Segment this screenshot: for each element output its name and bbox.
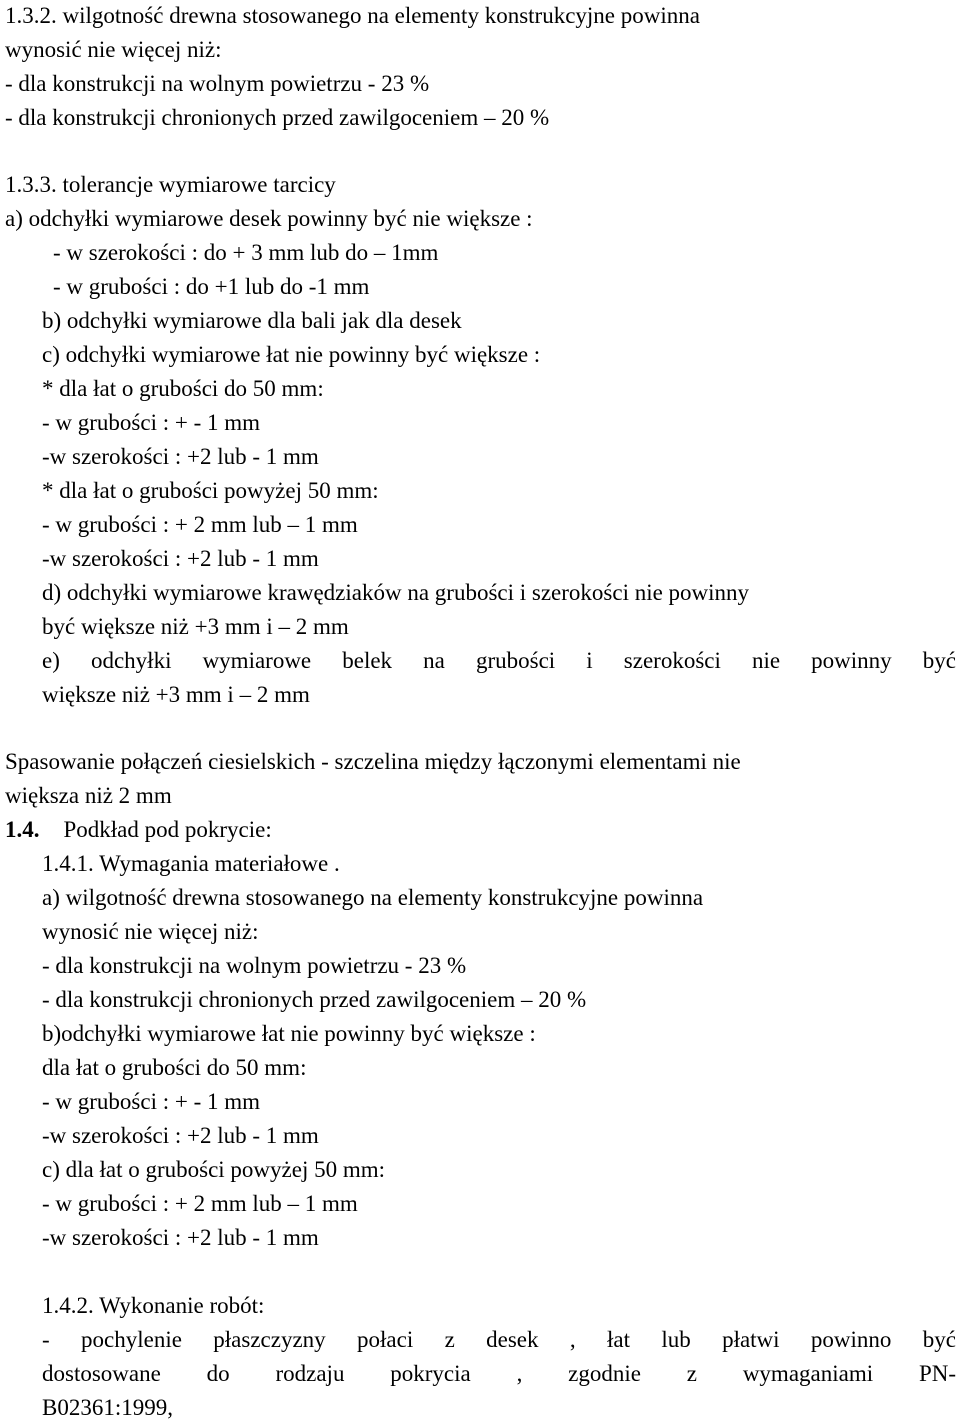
list-item: - w szerokości : do + 3 mm lub do – 1mm <box>53 240 439 265</box>
list-item: dla łat o grubości do 50 mm: <box>42 1055 307 1080</box>
paragraph-line: dostosowane do rodzaju pokrycia , zgodnie z wymaganiami PN- <box>42 1361 956 1386</box>
paragraph-line: być większe niż +3 mm i – 2 mm <box>42 614 349 639</box>
list-item: c) dla łat o grubości powyżej 50 mm: <box>42 1157 386 1182</box>
list-item: -w szerokości : +2 lub - 1 mm <box>42 1123 319 1148</box>
list-item: - dla konstrukcji na wolnym powietrzu - 23 % <box>5 71 430 96</box>
section-heading: 1.3.3. tolerancje wymiarowe tarcicy <box>5 172 336 197</box>
list-item: - w grubości : + 2 mm lub – 1 mm <box>42 1191 358 1216</box>
paragraph-line: d) odchyłki wymiarowe krawędziaków na grubości i szerokości nie powinny <box>42 580 750 605</box>
paragraph-line: - pochylenie płaszczyzny połaci z desek , łat lub płatwi powinno być <box>42 1327 956 1352</box>
list-item: -w szerokości : +2 lub - 1 mm <box>42 546 319 571</box>
paragraph-line: b)odchyłki wymiarowe łat nie powinny być większe : <box>42 1021 536 1046</box>
section-heading <box>5 816 272 844</box>
paragraph-line: Spasowanie połączeń ciesielskich - szczelina między łączonymi elementami nie <box>5 749 741 774</box>
list-item: - w grubości : + - 1 mm <box>42 410 261 435</box>
paragraph-line: b) odchyłki wymiarowe dla bali jak dla desek <box>42 308 462 333</box>
paragraph-line: wynosić nie więcej niż: <box>42 919 259 944</box>
section-number: 1.4. <box>5 817 40 842</box>
list-item: - w grubości : do +1 lub do -1 mm <box>53 274 370 299</box>
list-item: -w szerokości : +2 lub - 1 mm <box>42 1225 319 1250</box>
paragraph-line: a) odchyłki wymiarowe desek powinny być nie większe : <box>5 206 533 231</box>
paragraph-line: B02361:1999, <box>42 1395 173 1420</box>
paragraph-line: wynosić nie więcej niż: <box>5 37 222 62</box>
paragraph-line: większa niż 2 mm <box>5 783 172 808</box>
list-item: * dla łat o grubości powyżej 50 mm: <box>42 478 379 503</box>
list-item: - w grubości : + 2 mm lub – 1 mm <box>42 512 358 537</box>
paragraph-line: 1.3.2. wilgotność drewna stosowanego na elementy konstrukcyjne powinna <box>5 3 700 28</box>
list-item: - dla konstrukcji chronionych przed zawilgoceniem – 20 % <box>42 987 587 1012</box>
subsection-heading: 1.4.1. Wymagania materiałowe . <box>42 851 340 876</box>
paragraph-line: a) wilgotność drewna stosowanego na elementy konstrukcyjne powinna <box>42 885 704 910</box>
list-item: -w szerokości : +2 lub - 1 mm <box>42 444 319 469</box>
paragraph-line: większe niż +3 mm i – 2 mm <box>42 682 310 707</box>
paragraph-line: e) odchyłki wymiarowe belek na grubości i szerokości nie powinny być <box>42 648 956 673</box>
paragraph-line: c) odchyłki wymiarowe łat nie powinny być większe : <box>42 342 541 367</box>
subsection-heading: 1.4.2. Wykonanie robót: <box>42 1293 265 1318</box>
section-title: Podkład pod pokrycie: <box>63 817 272 842</box>
list-item: - dla konstrukcji na wolnym powietrzu - 23 % <box>42 953 467 978</box>
list-item: * dla łat o grubości do 50 mm: <box>42 376 324 401</box>
list-item: - w grubości : + - 1 mm <box>42 1089 261 1114</box>
list-item: - dla konstrukcji chronionych przed zawilgoceniem – 20 % <box>5 105 550 130</box>
